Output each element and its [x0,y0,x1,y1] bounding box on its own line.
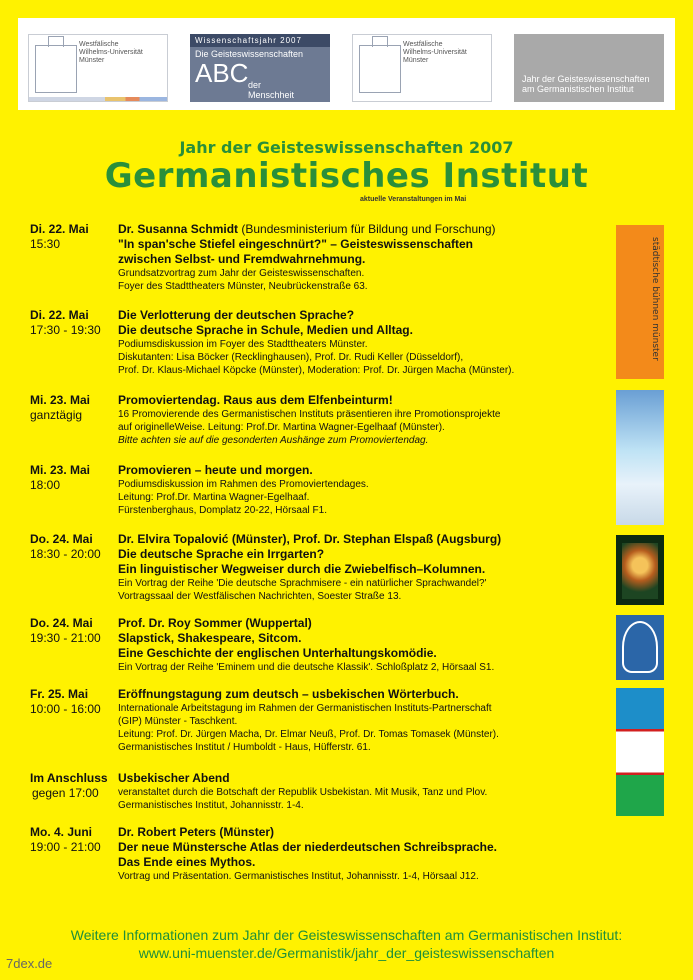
abc-subtitle: Die Geisteswissenschaften [195,49,304,59]
event-title: Die deutsche Sprache ein Irrgarten? [118,547,325,561]
silhouette-icon [622,621,658,673]
ivory-tower-image [616,390,664,525]
comedy-image [616,615,664,680]
event-detail: Leitung: Prof.Dr. Martina Wagner-Egelhaaf. [118,492,310,503]
event-detail: Leitung: Prof. Dr. Jürgen Macha, Dr. Elmar Neuß, Prof. Dr. Tomas Tomasek (Münster). [118,729,499,740]
event-detail: Vortrag und Präsentation. Germanistisches Institut, Johannisstr. 1-4, Hörsaal J12. [118,871,479,882]
uzbekistan-flag-image [616,688,664,816]
event-detail: Ein Vortrag der Reihe 'Die deutsche Sprachmisere - ein natürlicher Sprachwandel?' [118,578,487,589]
logo-strip [18,18,675,110]
event-detail: 16 Promovierende des Germanistischen Instituts präsentieren ihre Promotionsprojekte [118,409,501,420]
event-date: Di. 22. Mai 15:30 [30,222,89,251]
event-detail: Grundsatzvortrag zum Jahr der Geisteswissenschaften. [118,268,365,279]
event-date: Mo. 4. Juni 19:00 - 21:00 [30,825,101,854]
institute-title: Germanistisches Institut [104,156,589,196]
event-date: Mi. 23. Mai 18:00 [30,463,91,492]
labyrinth-image [616,535,664,605]
university-building-icon [35,45,77,93]
event-speaker-affiliation: (Bundesministerium für Bildung und Forschung) [238,222,496,236]
event-speaker: Prof. Dr. Roy Sommer (Wuppertal) [118,616,312,630]
event-title: zwischen Selbst- und Fremdwahrnehmung. [118,252,366,266]
event-detail: Foyer des Stadttheaters Münster, Neubrückenstraße 63. [118,281,368,292]
event-title: Die Verlotterung der deutschen Sprache? [118,308,355,322]
event-title: Der neue Münstersche Atlas der niederdeutschen Schreibsprache. [118,840,498,854]
event-title: Die deutsche Sprache in Schule, Medien und Alltag. [118,323,413,337]
germanistik-logo [514,34,664,102]
event-title: Slapstick, Shakespeare, Sitcom. [118,631,302,645]
event-speaker: Dr. Robert Peters (Münster) [118,825,275,839]
event-detail: Podiumsdiskussion im Rahmen des Promoviertendages. [118,479,369,490]
wwu-logo-1 [28,34,168,102]
university-building-icon [359,45,401,93]
event-date: Do. 24. Mai 19:30 - 21:00 [30,616,101,645]
theatre-logo-text: städtische bühnen münster [650,237,660,361]
footer-info: Weitere Informationen zum Jahr der Geisteswissenschaften am Germanistischen Institut: [70,927,623,943]
event-date: Di. 22. Mai 17:30 - 19:30 [30,308,101,337]
event-date: Fr. 25. Mai 10:00 - 16:00 [30,687,101,716]
wwu-logo-2 [352,34,492,102]
labyrinth-light [622,543,658,599]
event-detail: Germanistisches Institut, Johannisstr. 1-4. [118,800,304,811]
event-date: Im Anschluss gegen 17:00 [30,771,108,800]
event-title: Promoviertendag. Raus aus dem Elfenbeinturm! [118,393,393,407]
event-detail: (GIP) Münster - Taschkent. [118,716,238,727]
event-detail: Ein Vortrag der Reihe 'Eminem und die deutsche Klassik'. Schloßplatz 2, Hörsaal S1. [118,662,495,673]
event-title: Das Ende eines Mythos. [118,855,256,869]
year-title: Jahr der Geisteswissenschaften 2007 [179,138,514,157]
abc-title: ABC [195,58,249,88]
event-note: Bitte achten sie auf die gesonderten Aushänge zum Promoviertendag. [118,435,429,446]
logo-color-bar [29,97,167,101]
event-detail: veranstaltet durch die Botschaft der Republik Usbekistan. Mit Musik, Tanz und Plov. [118,787,488,798]
header-subtitle: aktuelle Veranstaltungen im Mai [360,196,467,203]
event-title: Promovieren – heute und morgen. [118,463,313,477]
abc-der-menschheit: der Menschheit [248,80,295,100]
wissenschaftsjahr-logo [190,34,330,102]
event-title: Usbekischer Abend [118,771,230,785]
event-detail: Prof. Dr. Klaus-Michael Köpcke (Münster), Moderation: Prof. Dr. Jürgen Macha (Münster). [118,365,515,376]
event-date: Do. 24. Mai 18:30 - 20:00 [30,532,101,561]
event-detail: Podiumsdiskussion im Foyer des Stadttheaters Münster. [118,339,368,350]
germanistik-logo-text: Jahr der Geisteswissenschaften am Germanistischen Institut [522,74,650,94]
event-speaker: Dr. Elvira Topalović (Münster), Prof. Dr. Stephan Elspaß (Augsburg) [118,532,502,546]
event-detail: auf originelleWeise. Leitung: Prof.Dr. Martina Wagner-Egelhaaf (Münster). [118,422,445,433]
watermark-brand: 7dex.de [6,956,53,971]
event-speaker: Dr. Susanna Schmidt [118,222,239,236]
footer-url[interactable]: www.uni-muenster.de/Germanistik/jahr_der_geisteswissenschaften [138,945,555,961]
event-title: Eine Geschichte der englischen Unterhaltungskomödie. [118,646,437,660]
event-title: Eröffnungstagung zum deutsch – usbekischen Wörterbuch. [118,687,459,701]
event-detail: Diskutanten: Lisa Böcker (Recklinghausen), Prof. Dr. Rudi Keller (Düsseldorf), [118,352,464,363]
event-title: "In span'sche Stiefel eingeschnürt?" – Geisteswissenschaften [118,237,474,251]
wwu-logo-text: Westfälische Wilhelms-Universität Münster [79,41,143,64]
event-title: Ein linguistischer Wegweiser durch die Zwiebelfisch–Kolumnen. [118,562,486,576]
wwu-logo-text: Westfälische Wilhelms-Universität Münster [403,41,467,64]
theatre-logo-image [616,225,664,379]
event-detail: Fürstenberghaus, Domplatz 20-22, Hörsaal F1. [118,505,327,516]
event-date: Mi. 23. Mai ganztägig [30,393,91,422]
event-detail: Vortragssaal der Westfälischen Nachrichten, Soester Straße 13. [118,591,402,602]
event-detail: Germanistisches Institut / Humboldt - Haus, Hüfferstr. 61. [118,742,371,753]
event-detail: Internationale Arbeitstagung im Rahmen der Germanistischen Instituts-Partnerschaft [118,703,492,714]
wissenschaftsjahr-label: Wissenschaftsjahr 2007 [190,34,330,47]
